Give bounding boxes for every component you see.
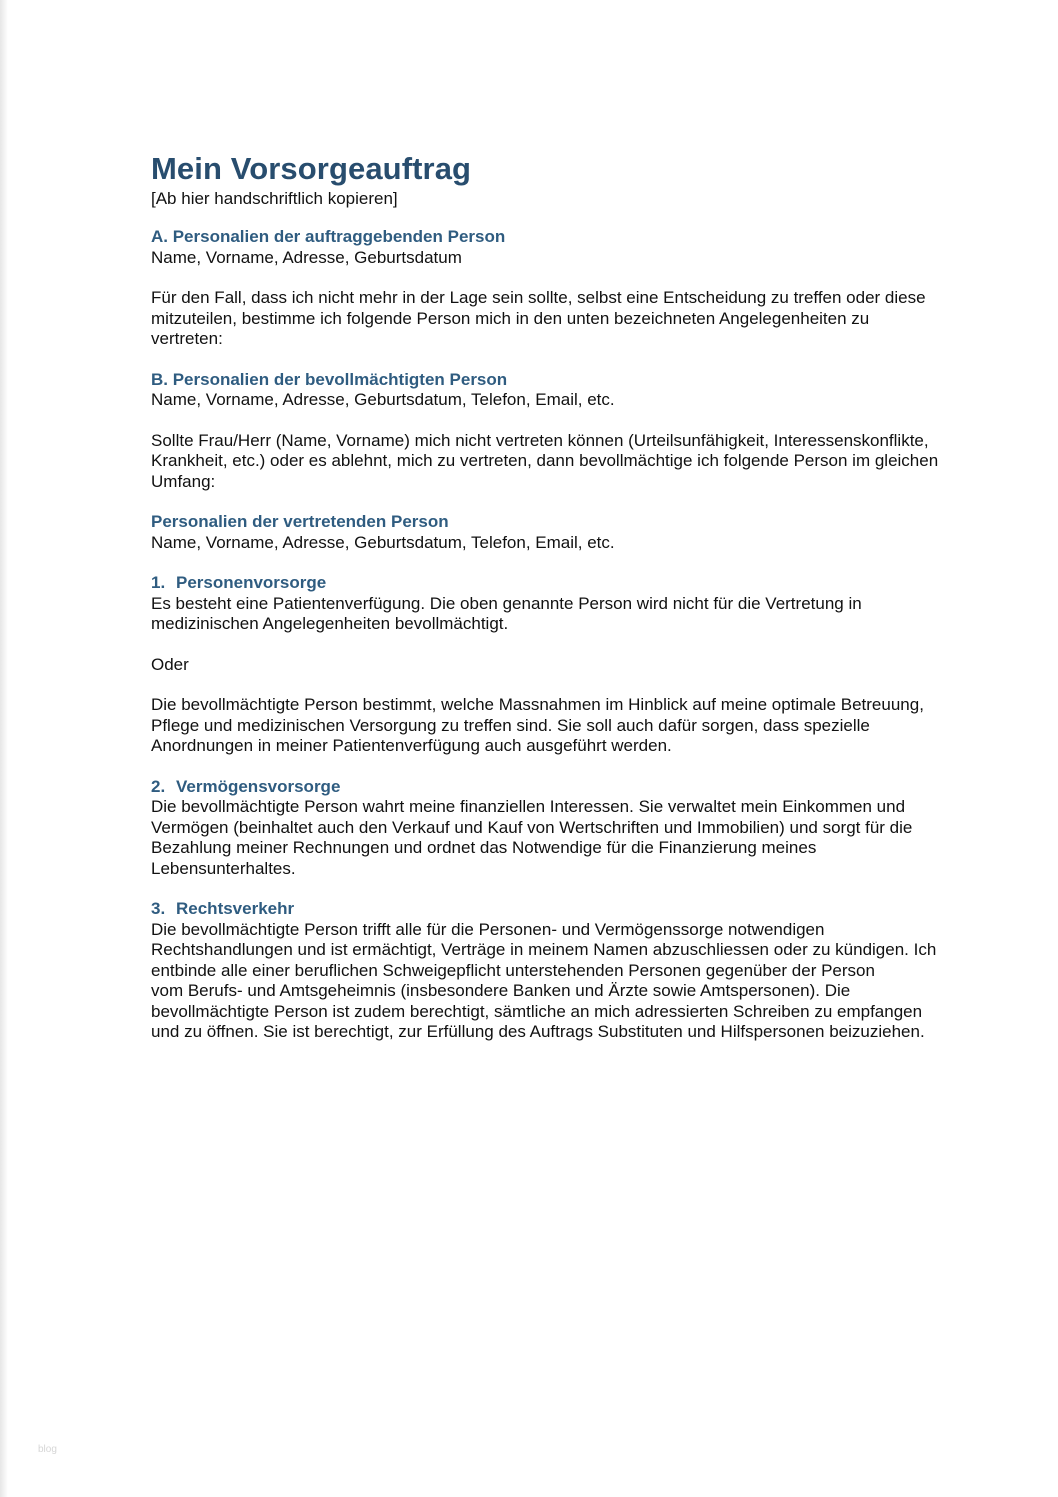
section-3-line: Rechtshandlungen und ist ermächtigt, Verträge in meinem Namen abzuschliessen oder zu kündigen. Ich [151,940,937,959]
section-2-heading [151,777,981,798]
section-b-heading: B. Personalien der bevollmächtigten Person [151,369,508,389]
section-a-heading: A. Personalien der auftraggebenden Person [151,227,506,246]
section-2-line: Vermögen (beinhaltet auch den Verkauf und Kauf von Wertschriften und Immobilien) und sorgt für die [151,817,913,837]
intro-paragraph [151,288,981,350]
substitute-details-line: Name, Vorname, Adresse, Geburtsdatum, Telefon, Email, etc. [151,532,615,552]
section-1-line: medizinischen Angelegenheiten bevollmächtigt. [151,614,509,633]
intro-line: Für den Fall, dass ich nicht mehr in der Lage sein sollte, selbst eine Entscheidung zu treffen oder diese [151,288,926,307]
section-1-title: Personenvorsorge [176,573,327,592]
intro-line: vertreten: [151,329,223,348]
substitute-line: Krankheit, etc.) oder es ablehnt, mich zu vertreten, dann bevollmächtige ich folgende Person im gleichen [151,451,939,470]
section-2 [151,777,981,880]
substitute-heading: Personalien der vertretenden Person [151,512,449,531]
section-1-line: Anordnungen in meiner Patientenverfügung auch ausgeführt werden. [151,736,672,755]
section-3-line: bevollmächtigte Person ist zudem berechtigt, sämtliche an mich adressierten Schreiben zu empfangen [151,1001,923,1021]
intro-line: mitzuteilen, bestimme ich folgende Person mich in den unten bezeichneten Angelegenheiten zu [151,308,870,328]
substitute-paragraph [151,431,981,493]
copy-instruction: [Ab hier handschriftlich kopieren] [151,189,398,208]
section-a [151,227,981,268]
section-1-number: 1. [151,573,166,592]
substitute-line: Umfang: [151,471,216,491]
substitute-line: Sollte Frau/Herr (Name, Vorname) mich nicht vertreten können (Urteilsunfähigkeit, Interessenskonflikte, [151,430,929,450]
section-3-line: vom Berufs- und Amtsgeheimnis (insbesondere Banken und Ärzte sowie Amtspersonen). Die [151,981,851,1000]
section-3-heading [151,899,981,920]
section-b [151,370,981,411]
page-title: Mein Vorsorgeauftrag [151,151,472,186]
section-2-line: Die bevollmächtigte Person wahrt meine finanziellen Interessen. Sie verwaltet mein Einkommen und [151,797,906,816]
section-1-heading [151,573,981,594]
section-3-line: und zu öffnen. Sie ist berechtigt, zur Erfüllung des Auftrags Substituten und Hilfspersonen beizuziehen. [151,1022,925,1041]
section-3-number: 3. [151,899,166,918]
section-b-line: Name, Vorname, Adresse, Geburtsdatum, Telefon, Email, etc. [151,390,615,409]
section-2-line: Lebensunterhaltes. [151,858,296,878]
section-3-title: Rechtsverkehr [176,899,295,918]
section-2-title: Vermögensvorsorge [176,776,341,796]
section-3-line: entbinde alle einer beruflichen Schweigepflicht unterstehenden Personen gegenüber der Person [151,960,875,980]
section-2-line: Bezahlung meiner Rechnungen und ordnet das Notwendige für die Finanzierung meines [151,838,817,857]
section-1-line: Es besteht eine Patientenverfügung. Die oben genannte Person wird nicht für die Vertretung in [151,593,862,613]
section-a-line: Name, Vorname, Adresse, Geburtsdatum [151,247,462,267]
section-2-number: 2. [151,776,166,796]
section-1 [151,573,981,757]
watermark: blog [38,1444,57,1455]
section-substitute [151,512,981,553]
section-3-line: Die bevollmächtigte Person trifft alle für die Personen- und Vermögenssorge notwendigen [151,919,825,939]
page-edge-shadow [0,0,8,1497]
section-1-line: Die bevollmächtigte Person bestimmt, welche Massnahmen im Hinblick auf meine optimale Betreuung, [151,695,924,714]
document-content [151,150,981,1043]
oder-text: Oder [151,654,189,674]
section-3 [151,899,981,1043]
section-1-line: Pflege und medizinischen Versorgung zu treffen sind. Sie soll auch dafür sorgen, dass spezielle [151,715,870,735]
